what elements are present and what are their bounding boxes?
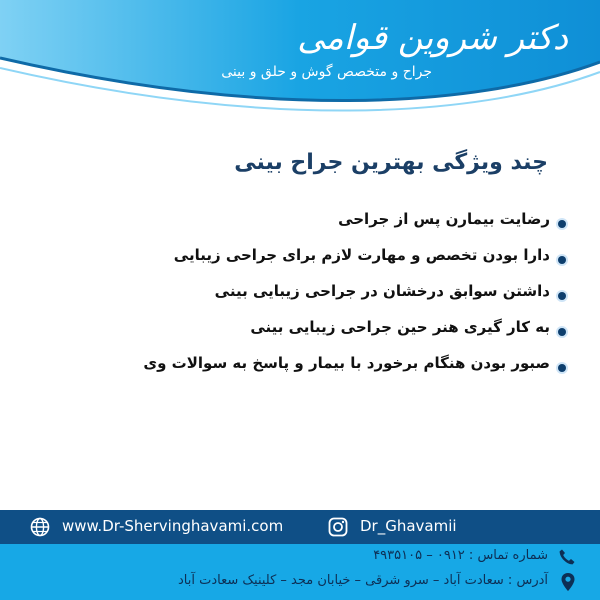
list-item-text: رضایت بیمارن پس از جراحی [338, 210, 550, 228]
doctor-name-logo: دکتر شروین قوامی [297, 18, 568, 58]
instagram-link[interactable]: Dr_Ghavamii [360, 517, 457, 535]
bullet-dot-icon [558, 364, 566, 372]
bullet-dot-icon [558, 220, 566, 228]
list-item-text: به کار گیری هنر حین جراحی زیبایی بینی [250, 318, 550, 336]
globe-icon [30, 517, 50, 537]
section-title: چند ویژگی بهترین جراح بینی [234, 150, 548, 175]
list-item-text: صبور بودن هنگام برخورد با بیمار و پاسخ به سوالات وی [143, 354, 550, 372]
bullet-dot-icon [558, 256, 566, 264]
doctor-specialty: جراح و متخصص گوش و حلق و بینی [221, 64, 432, 80]
address-text: آدرس : سعادت آباد – سرو شرقی – خیابان مجد – کلینیک سعادت آباد [178, 573, 548, 588]
list-item-text: داشتن سوابق درخشان در جراحی زیبایی بینی [214, 282, 550, 300]
list-item [66, 246, 566, 282]
location-pin-icon [560, 572, 576, 592]
instagram-icon [328, 517, 348, 537]
phone-number[interactable]: شماره تماس : ۰۹۱۲ – ۴۹۳۵۱۰۵ [373, 548, 548, 563]
phone-icon [558, 548, 576, 566]
list-item-text: دارا بودن تخصص و مهارت لازم برای جراحی زیبایی [173, 246, 550, 264]
footer-contact-bar [0, 510, 600, 544]
header-banner [0, 0, 600, 130]
list-item [66, 354, 566, 390]
feature-list [66, 210, 566, 390]
bullet-dot-icon [558, 292, 566, 300]
website-link[interactable]: www.Dr-Shervinghavami.com [62, 517, 284, 535]
list-item [66, 318, 566, 354]
bullet-dot-icon [558, 328, 566, 336]
list-item [66, 210, 566, 246]
list-item [66, 282, 566, 318]
